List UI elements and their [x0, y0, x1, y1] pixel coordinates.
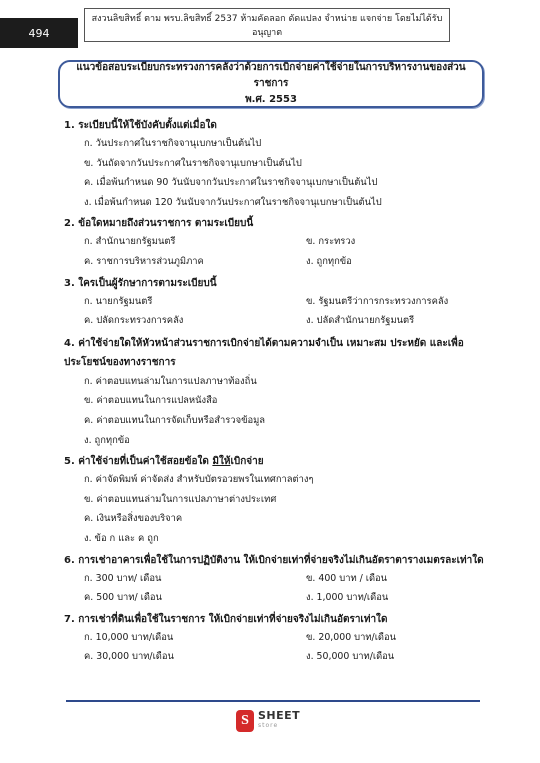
- question-5-options: [64, 470, 484, 548]
- q7-option-b: ข. 20,000 บาท/เดือน: [306, 631, 397, 643]
- q3-option-a: ก. นายกรัฐมนตรี: [84, 295, 153, 307]
- q6-option-b: ข. 400 บาท / เดือน: [306, 572, 388, 584]
- q5-option-c: ค. เงินหรือสิ่งของบริจาค: [84, 513, 183, 525]
- logo-wordmark: [258, 711, 300, 731]
- footer-divider: [66, 700, 480, 702]
- sheet-logo-icon: S: [236, 710, 254, 732]
- question-7: 7. การเช่าที่ดินเพื่อใช้ในราชการ ให้เบิกจ่ายเท่าที่จ่ายจริงไม่เกินอัตราเท่าใด: [64, 613, 388, 625]
- question-5-text: 5. ค่าใช้จ่ายที่เป็นค่าใช้สอยข้อใด: [64, 456, 213, 468]
- question-4-line-1: 4. ค่าใช้จ่ายใดให้หัวหน้าส่วนราชการเบิกจ่ายได้ตามความจำเป็น เหมาะสม ประหยัด และเพื่อ: [64, 337, 464, 349]
- question-2: 2. ข้อใดหมายถึงส่วนราชการ ตามระเบียบนี้: [64, 218, 254, 230]
- q2-option-c: ค. ราชการบริหารส่วนภูมิภาค: [84, 255, 204, 267]
- q5-option-a: ก. ค่าจัดพิมพ์ ค่าจัดส่ง สำหรับบัตรอวยพรในเทศกาลต่างๆ: [84, 474, 314, 486]
- page-number: 494: [28, 26, 50, 40]
- q4-option-d: ง. ถูกทุกข้อ: [84, 434, 130, 446]
- copyright-notice: [84, 8, 450, 42]
- q6-option-a: ก. 300 บาท/ เดือน: [84, 572, 162, 584]
- question-3-options: [64, 292, 484, 331]
- q1-option-a: ก. วันประกาศในราชกิจจานุเบกษาเป็นต้นไป: [84, 138, 262, 149]
- question-6-options: [64, 569, 484, 608]
- q4-option-b: ข. ค่าตอบแทนในการแปลหนังสือ: [84, 395, 218, 407]
- q6-option-d: ง. 1,000 บาท/เดือน: [306, 592, 389, 604]
- q1-option-d: ง. เมื่อพ้นกำหนด 120 วันนับจากวันประกาศในราชกิจจานุเบกษาเป็นต้นไป: [84, 196, 382, 208]
- question-5: [64, 453, 484, 470]
- page-number-badge: [0, 18, 78, 48]
- q3-option-b: ข. รัฐมนตรีว่าการกระทรวงการคลัง: [306, 295, 449, 307]
- question-4-line-2: ประโยชน์ของทางราชการ: [64, 356, 176, 368]
- question-3: 3. ใครเป็นผู้รักษาการตามระเบียบนี้: [64, 277, 217, 289]
- q3-option-c: ค. ปลัดกระทรวงการคลัง: [84, 315, 184, 327]
- q4-option-c: ค. ค่าตอบแทนในการจัดเก็บหรือสำรวจข้อมูล: [84, 414, 266, 426]
- question-5-text-end: เบิกจ่าย: [230, 456, 264, 468]
- question-list: [64, 117, 484, 667]
- q7-option-c: ค. 30,000 บาท/เดือน: [84, 651, 174, 663]
- q6-option-c: ค. 500 บาท/ เดือน: [84, 592, 162, 604]
- question-1: 1. ระเบียบนี้ให้ใช้บังคับตั้งแต่เมื่อใด: [64, 120, 217, 131]
- title-line-2: พ.ศ. 2553: [245, 94, 297, 105]
- q2-option-d: ง. ถูกทุกข้อ: [306, 255, 352, 267]
- q2-option-b: ข. กระทรวง: [306, 236, 356, 248]
- question-5-underlined: มิให้: [212, 456, 231, 468]
- copyright-text: สงวนลิขสิทธิ์ ตาม พรบ.ลิขสิทธิ์ 2537 ห้ามคัดลอก ดัดแปลง จำหน่าย แจกจ่าย โดยไม่ได้รับอนุญาต: [91, 14, 443, 38]
- q3-option-d: ง. ปลัดสำนักนายกรัฐมนตรี: [306, 315, 415, 327]
- q1-option-c: ค. เมื่อพ้นกำหนด 90 วันนับจากวันประกาศในราชกิจจานุเบกษาเป็นต้นไป: [84, 177, 378, 189]
- question-4-options: [64, 372, 484, 450]
- q7-option-a: ก. 10,000 บาท/เดือน: [84, 631, 174, 643]
- question-4: [64, 334, 484, 372]
- q5-option-d: ง. ข้อ ก และ ค ถูก: [84, 532, 159, 544]
- q1-option-b: ข. วันถัดจากวันประกาศในราชกิจจานุเบกษาเป็นต้นไป: [84, 157, 302, 169]
- question-6: 6. การเช่าอาคารเพื่อใช้ในการปฏิบัติงาน ให้เบิกจ่ายเท่าที่จ่ายจริงไม่เกินอัตราตารางเมตรละเท่าใด: [64, 554, 484, 566]
- q2-option-a: ก. สำนักนายกรัฐมนตรี: [84, 236, 176, 248]
- question-7-options: [64, 628, 484, 667]
- logo-name: SHEET: [258, 709, 301, 722]
- question-1-options: [64, 134, 484, 212]
- sheet-store-logo: [236, 708, 312, 734]
- logo-subtitle: store: [258, 722, 279, 729]
- q7-option-d: ง. 50,000 บาท/เดือน: [306, 651, 395, 663]
- q4-option-a: ก. ค่าตอบแทนล่ามในการแปลภาษาท้องถิ่น: [84, 375, 257, 387]
- title-line-1: แนวข้อสอบระเบียบกระทรวงการคลังว่าด้วยการเบิกจ่ายค่าใช้จ่ายในการบริหารงานของส่วนราชการ: [76, 62, 466, 89]
- q5-option-b: ข. ค่าตอบแทนล่ามในการแปลภาษาต่างประเทศ: [84, 493, 277, 505]
- question-2-options: [64, 232, 484, 271]
- document-title: [58, 60, 484, 108]
